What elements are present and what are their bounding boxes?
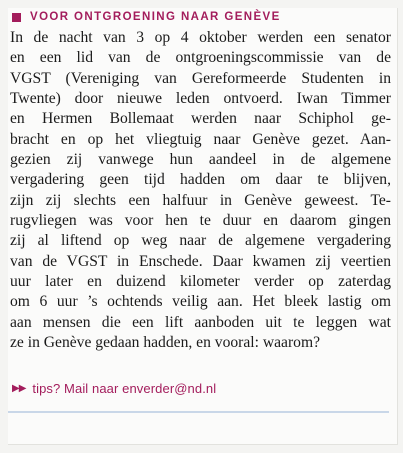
body-line: zijn zij slechts een halfuur in Genève geweest. Te- [10, 191, 391, 209]
body-line: VGST (Vereniging van Gereformeerde Studenten in [10, 69, 391, 87]
body-line: en een lid van de ontgroeningscommissie van de [10, 49, 391, 67]
body-line: vergadering geen tijd hadden om daar te blijven, [10, 171, 391, 189]
body-line: In de nacht van 3 op 4 oktober werden een senator [10, 29, 391, 46]
double-triangle-right-icon: ▶▶ [12, 383, 26, 394]
body-line: aan mensen die een lift aanboden uit te leggen wat [10, 313, 391, 331]
heading-square-icon [12, 13, 21, 22]
body-line: van de VGST in Enschede. Daar kwamen zij veertien [10, 252, 391, 270]
body-line: en Hermen Bollemaat werden naar Schiphol ge- [10, 110, 391, 128]
body-line: om 6 uur ’s ochtends veilig aan. Het bleek lastig om [10, 293, 391, 311]
article-body [10, 28, 391, 354]
body-line: gezien zij vanwege hun aandeel in de algemene [10, 151, 391, 169]
article-heading [12, 11, 281, 23]
body-line: Twente) door nieuwe leden ontvoerd. Iwan Timmer [10, 90, 391, 108]
body-line: rugvliegen was voor hen te duur en daarom gingen [10, 212, 391, 230]
body-line: bracht en op het vliegtuig naar Genève gezet. Aan- [10, 130, 391, 148]
bottom-divider [8, 411, 389, 413]
tip-line [12, 381, 216, 396]
body-line: ze in Genève gedaan hadden, en vooral: waarom? [10, 334, 320, 352]
body-line: zij al liftend op weg naar de algemene vergadering [10, 232, 391, 250]
body-line: uur later en duizend kilometer verder op zaterdag [10, 273, 391, 291]
tip-text: tips? Mail naar enverder@nd.nl [32, 381, 217, 396]
heading-text: VOOR ONTGROENING NAAR GENÈVE [30, 11, 281, 23]
